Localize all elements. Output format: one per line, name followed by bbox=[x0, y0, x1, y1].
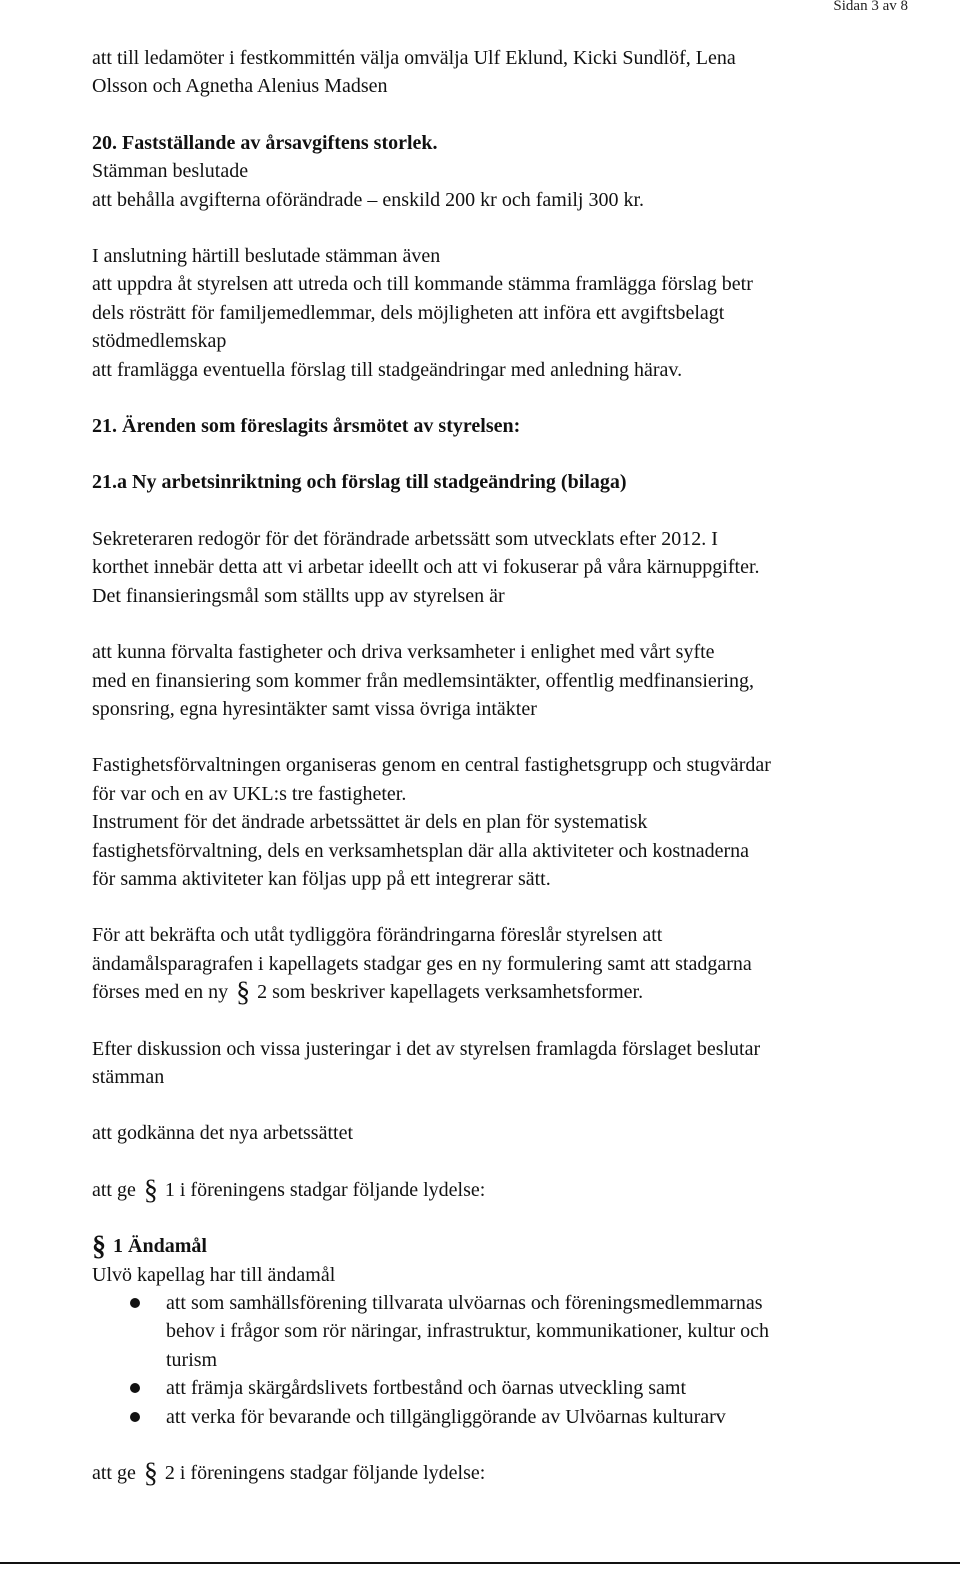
paragraph-text: att ge bbox=[92, 1462, 136, 1485]
section-heading-21: 21. Ärenden som föreslagits årsmötet av styrelsen: bbox=[92, 415, 521, 438]
paragraph-text: 2 som beskriver kapellagets verksamhetsformer. bbox=[257, 981, 644, 1004]
paragraph-line: att till ledamöter i festkommittén välja omvälja Ulf Eklund, Kicki Sundlöf, Lena bbox=[92, 47, 736, 69]
paragraph-line bbox=[92, 977, 922, 1009]
paragraph-line: Fastighetsförvaltningen organiseras genom en central fastighetsgrupp och stugvärdar bbox=[92, 754, 771, 777]
paragraph-line: för samma aktiviteter kan följas upp på ett integrerar sätt. bbox=[92, 867, 551, 890]
document-body bbox=[92, 44, 922, 1490]
section-sign: § bbox=[143, 1174, 158, 1206]
list-item bbox=[92, 1374, 922, 1402]
bullet-icon bbox=[130, 1298, 140, 1308]
paragraph-line bbox=[92, 1458, 922, 1490]
paragraph-text: förses med en ny bbox=[92, 981, 229, 1004]
list-item-line: turism bbox=[166, 1348, 218, 1371]
section-heading-20: 20. Fastställande av årsavgiftens storlek. bbox=[92, 131, 438, 154]
list-item bbox=[92, 1403, 922, 1431]
statute-title: 1 Ändamål bbox=[113, 1235, 207, 1258]
paragraph-text: 2 i föreningens stadgar följande lydelse: bbox=[164, 1462, 486, 1485]
paragraph-line: stämman bbox=[92, 1065, 165, 1088]
paragraph-text: att ge bbox=[92, 1178, 136, 1201]
paragraph-line: Det finansieringsmål som ställts upp av styrelsen är bbox=[92, 584, 505, 607]
paragraph-line: Sekreteraren redogör för det förändrade arbetssätt som utvecklats efter 2012. I bbox=[92, 527, 718, 550]
purpose-list bbox=[92, 1289, 922, 1431]
paragraph-line: För att bekräfta och utåt tydliggöra förändringarna föreslår styrelsen att bbox=[92, 924, 663, 947]
paragraph-line: Instrument för det ändrade arbetssättet är dels en plan för systematisk bbox=[92, 811, 648, 834]
list-item-line: att verka för bevarande och tillgängliggörande av Ulvöarnas kulturarv bbox=[166, 1405, 726, 1428]
paragraph-line: för var och en av UKL:s tre fastigheter. bbox=[92, 782, 407, 805]
section-heading-21a: 21.a Ny arbetsinriktning och förslag till stadgeändring (bilaga) bbox=[92, 471, 627, 494]
paragraph-line: fastighetsförvaltning, dels en verksamhetsplan där alla aktiviteter och kostnaderna bbox=[92, 839, 750, 862]
paragraph-line: att behålla avgifterna oförändrade – enskild 200 kr och familj 300 kr. bbox=[92, 188, 645, 211]
paragraph-line bbox=[92, 1176, 922, 1204]
paragraph-line: Stämman beslutade bbox=[92, 160, 249, 183]
paragraph-line: ändamålsparagrafen i kapellagets stadgar ges en ny formulering samt att stadgarna bbox=[92, 952, 752, 975]
bullet-icon bbox=[130, 1412, 140, 1422]
paragraph-line: att framlägga eventuella förslag till stadgeändringar med anledning härav. bbox=[92, 358, 683, 381]
paragraph-line: att kunna förvalta fastigheter och driva verksamheter i enlighet med vårt syfte bbox=[92, 641, 715, 664]
paragraph-line: korthet innebär detta att vi arbetar ideellt och att vi fokuserar på våra kärnuppgifter. bbox=[92, 556, 760, 579]
section-sign: § bbox=[143, 1458, 158, 1490]
section-sign: § bbox=[92, 1231, 106, 1263]
paragraph-line: stödmedlemskap bbox=[92, 330, 227, 353]
paragraph-line: dels rösträtt för familjemedlemmar, dels möjligheten att införa ett avgiftsbelagt bbox=[92, 301, 725, 324]
paragraph-line: Olsson och Agnetha Alenius Madsen bbox=[92, 75, 388, 98]
paragraph-line: Ulvö kapellag har till ändamål bbox=[92, 1263, 336, 1286]
page-number: Sidan 3 av 8 bbox=[833, 0, 908, 14]
statute-heading bbox=[92, 1231, 922, 1263]
paragraph-text: 1 i föreningens stadgar följande lydelse: bbox=[164, 1178, 486, 1201]
bullet-icon bbox=[130, 1383, 140, 1393]
list-item-line: behov i frågor som rör näringar, infrastruktur, kommunikationer, kultur och bbox=[166, 1320, 769, 1343]
list-item bbox=[92, 1289, 922, 1374]
section-sign: § bbox=[236, 977, 251, 1009]
paragraph-line: Efter diskussion och vissa justeringar i det av styrelsen framlagda förslaget beslutar bbox=[92, 1037, 761, 1060]
paragraph-line: att uppdra åt styrelsen att utreda och till kommande stämma framlägga förslag betr bbox=[92, 273, 753, 296]
paragraph-line: sponsring, egna hyresintäkter samt vissa övriga intäkter bbox=[92, 697, 537, 720]
footer-divider bbox=[0, 1562, 960, 1564]
list-item-line: att som samhällsförening tillvarata ulvöarnas och föreningsmedlemmarnas bbox=[166, 1292, 763, 1314]
list-item-line: att främja skärgårdslivets fortbestånd och öarnas utveckling samt bbox=[166, 1377, 687, 1400]
paragraph-line: med en finansiering som kommer från medlemsintäkter, offentlig medfinansiering, bbox=[92, 669, 754, 692]
paragraph-line: I anslutning härtill beslutade stämman även bbox=[92, 245, 441, 268]
paragraph-line: att godkänna det nya arbetssättet bbox=[92, 1122, 354, 1145]
